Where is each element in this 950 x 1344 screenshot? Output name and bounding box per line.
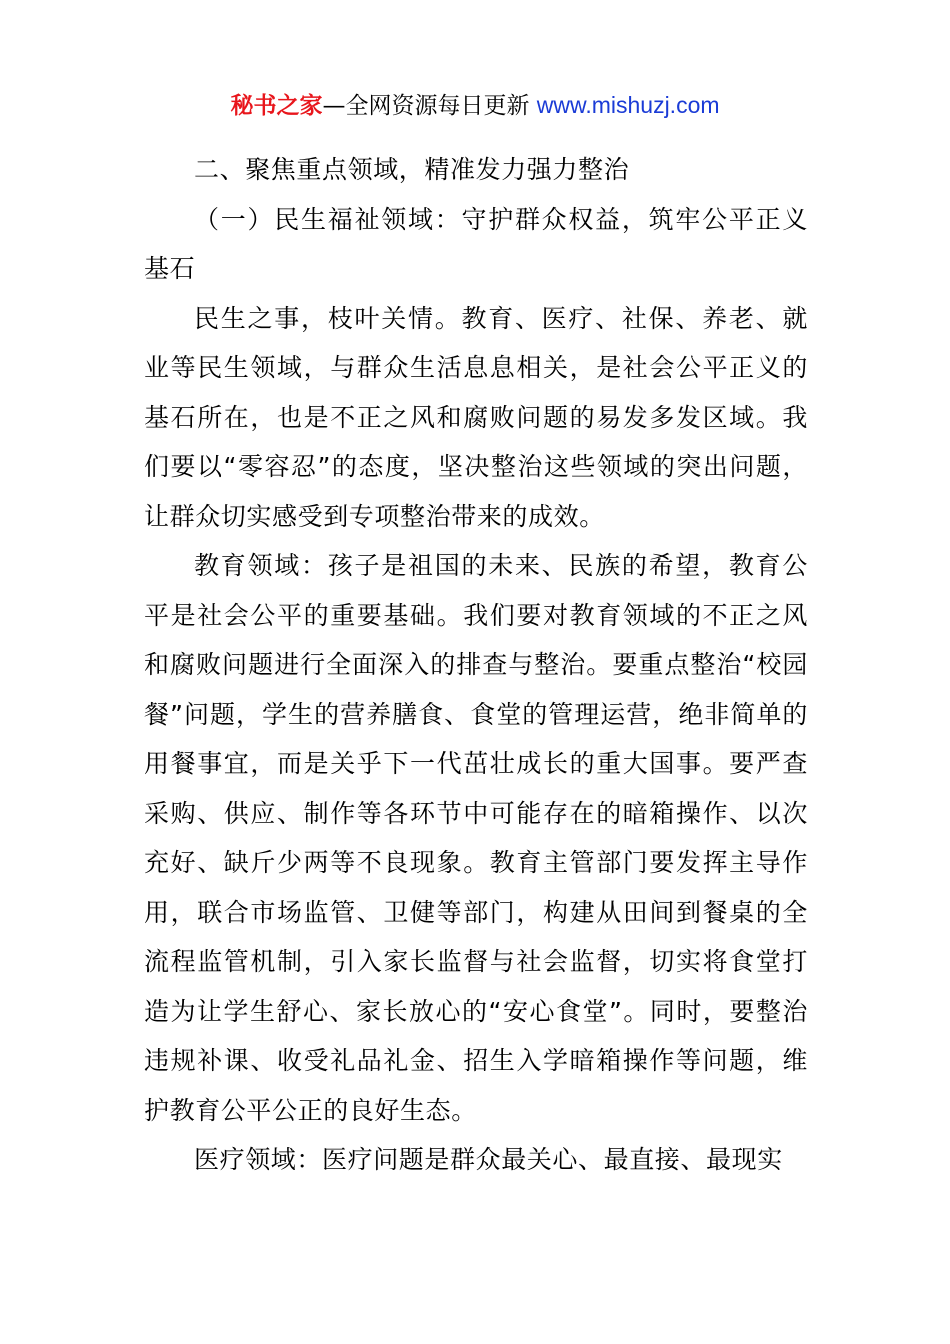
site-header xyxy=(0,88,950,123)
document-body xyxy=(144,145,808,1185)
site-tagline: —全网资源每日更新 xyxy=(322,93,530,119)
site-url-link[interactable]: www.mishuzj.com xyxy=(536,92,720,118)
subsection-heading: （一）民生福祉领域：守护群众权益，筑牢公平正义基石 xyxy=(144,204,808,283)
section-heading: 二、聚焦重点领域，精准发力强力整治 xyxy=(194,155,630,184)
site-brand: 秘书之家 xyxy=(230,93,323,119)
body-paragraph-3: 医疗领域：医疗问题是群众最关心、最直接、最现实 xyxy=(194,1145,783,1174)
body-paragraph-2: 教育领域：孩子是祖国的未来、民族的希望，教育公平是社会公平的重要基础。我们要对教育领域的不正之风和腐败问题进行全面深入的排查与整治。要重点整治“校园餐”问题，学生的营养膳食、食堂的管理运营，绝非简单的用餐事宜，而是关乎下一代茁壮成长的重大国事。要严查采购、供应、制作等各环节中可能存在的暗箱操作、以次充好、缺斤少两等不良现象。教育主管部门要发挥主导作用，联合市场监管、卫健等部门，构建从田间到餐桌的全流程监管机制，引入家长监督与社会监督，切实将食堂打造为让学生舒心、家长放心的“安心食堂”。同时，要整治违规补课、收受礼品礼金、招生入学暗箱操作等问题，维护教育公平公正的良好生态。 xyxy=(144,551,808,1125)
body-paragraph-1: 民生之事，枝叶关情。教育、医疗、社保、养老、就业等民生领域，与群众生活息息相关，是社会公平正义的基石所在，也是不正之风和腐败问题的易发多发区域。我们要以“零容忍”的态度，坚决整治这些领域的突出问题，让群众切实感受到专项整治带来的成效。 xyxy=(144,303,808,531)
